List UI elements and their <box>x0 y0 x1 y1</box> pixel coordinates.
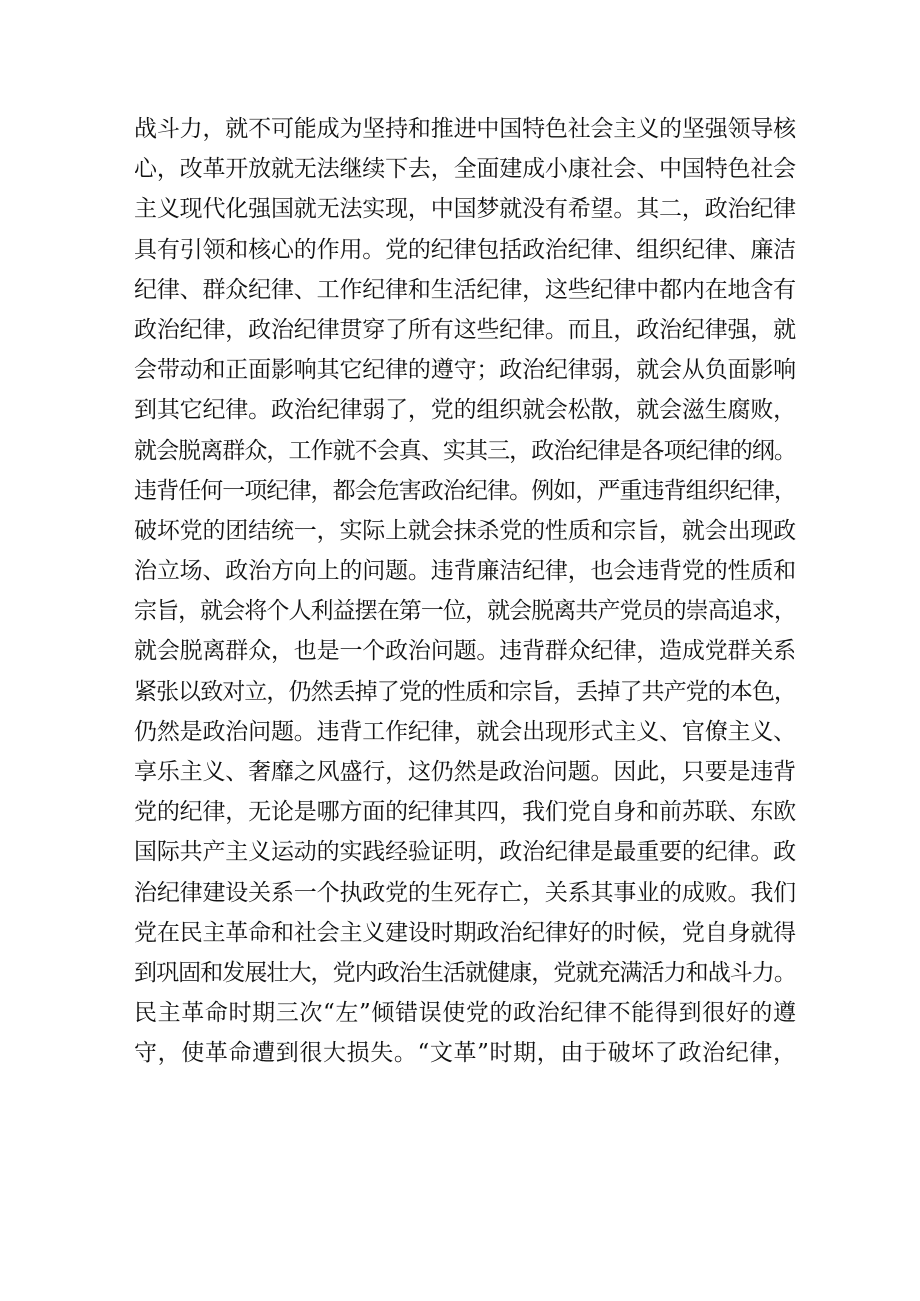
text-line: 国际共产主义运动的实践经验证明，政治纪律是最重要的纪律。政 <box>134 839 797 866</box>
text-line: 治立场、政治方向上的问题。违背廉洁纪律，也会违背党的性质和 <box>134 558 797 585</box>
body-text <box>134 109 796 1074</box>
text-line: 纪律、群众纪律、工作纪律和生活纪律，这些纪律中都内在地含有 <box>134 276 797 303</box>
text-line: 治纪律建设关系一个执政党的生死存亡，关系其事业的成败。我们 <box>134 879 797 906</box>
text-line: 就会脱离群众，工作就不会真、实其三，政治纪律是各项纪律的纲。 <box>134 437 797 464</box>
text-line: 党的纪律，无论是哪方面的纪律其四，我们党自身和前苏联、东欧 <box>134 799 797 826</box>
text-line: 心，改革开放就无法继续下去，全面建成小康社会、中国特色社会 <box>134 156 797 183</box>
text-line: 就会脱离群众，也是一个政治问题。违背群众纪律，造成党群关系 <box>134 638 797 665</box>
text-line: 战斗力，就不可能成为坚持和推进中国特色社会主义的坚强领导核 <box>134 116 797 142</box>
text-line: 主义现代化强国就无法实现，中国梦就没有希望。其二，政治纪律 <box>134 196 797 223</box>
text-line: 守，使革命遭到很大损失。“文革”时期，由于破坏了政治纪律， <box>134 1040 796 1067</box>
text-line: 党在民主革命和社会主义建设时期政治纪律好的时候，党自身就得 <box>134 919 797 946</box>
text-line: 破坏党的团结统一，实际上就会抹杀党的性质和宗旨，就会出现政 <box>134 517 797 544</box>
text-line: 宗旨，就会将个人利益摆在第一位，就会脱离共产党员的崇高追求， <box>134 598 797 625</box>
text-line: 具有引领和核心的作用。党的纪律包括政治纪律、组织纪律、廉洁 <box>134 236 797 263</box>
text-line: 紧张以致对立，仍然丢掉了党的性质和宗旨，丢掉了共产党的本色， <box>134 678 797 705</box>
text-line: 违背任何一项纪律，都会危害政治纪律。例如，严重违背组织纪律， <box>134 477 797 504</box>
text-line: 民主革命时期三次“左”倾错误使党的政治纪律不能得到很好的遵 <box>134 1000 796 1027</box>
text-line: 到巩固和发展壮大，党内政治生活就健康，党就充满活力和战斗力。 <box>134 959 797 986</box>
text-line: 政治纪律，政治纪律贯穿了所有这些纪律。而且，政治纪律强，就 <box>134 316 797 343</box>
text-line: 会带动和正面影响其它纪律的遵守；政治纪律弱，就会从负面影响 <box>134 357 797 384</box>
text-line: 到其它纪律。政治纪律弱了，党的组织就会松散，就会滋生腐败， <box>134 397 797 424</box>
text-line: 仍然是政治问题。违背工作纪律，就会出现形式主义、官僚主义、 <box>134 718 797 745</box>
text-line: 享乐主义、奢靡之风盛行，这仍然是政治问题。因此，只要是违背 <box>134 759 797 785</box>
